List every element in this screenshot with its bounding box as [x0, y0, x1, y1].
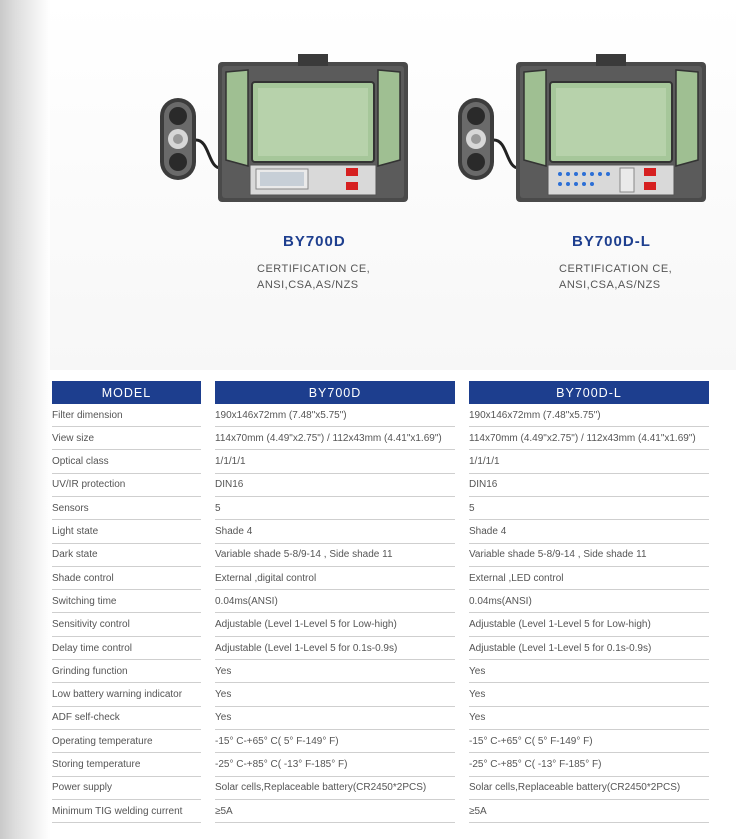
by700d-l-value: Yes — [469, 684, 709, 707]
spec-label: Grinding function — [52, 660, 201, 683]
by700d-value: -15° C-+65° C( 5° F-149° F) — [215, 730, 455, 753]
by700d-filter-image — [150, 40, 420, 215]
by700d-value: DIN16 — [215, 474, 455, 497]
by700d-value: Yes — [215, 660, 455, 683]
by700d-value: Adjustable (Level 1-Level 5 for 0.1s-0.9s) — [215, 637, 455, 660]
spec-label: View size — [52, 427, 201, 450]
spec-label: Power supply — [52, 777, 201, 800]
by700d-value: Yes — [215, 707, 455, 730]
table-header-by700d: BY700D — [215, 381, 455, 404]
spec-label: ADF self-check — [52, 707, 201, 730]
page-spine-shadow — [0, 0, 50, 839]
by700d-l-value: Solar cells,Replaceable battery(CR2450*2PCS) — [469, 777, 709, 800]
product-name-by700d: BY700D — [283, 233, 346, 250]
spec-label: UV/IR protection — [52, 474, 201, 497]
by700d-value: 5 — [215, 497, 455, 520]
by700d-value: -25° C-+85° C( -13° F-185° F) — [215, 754, 455, 777]
by700d-l-value: 1/1/1/1 — [469, 451, 709, 474]
by700d-l-value: Adjustable (Level 1-Level 5 for 0.1s-0.9s) — [469, 637, 709, 660]
cert-line-1: CERTIFICATION CE, — [257, 263, 371, 275]
spec-label: Storing temperature — [52, 754, 201, 777]
by700d-l-value: Adjustable (Level 1-Level 5 for Low-high) — [469, 614, 709, 637]
by700d-l-value: DIN16 — [469, 474, 709, 497]
table-header-by700d-l: BY700D-L — [469, 381, 709, 404]
spec-label: Low battery warning indicator — [52, 684, 201, 707]
by700d-l-value: Variable shade 5-8/9-14 , Side shade 11 — [469, 544, 709, 567]
by700d-value: External ,digital control — [215, 567, 455, 590]
cert-line-2: ANSI,CSA,AS/NZS — [257, 279, 359, 291]
spec-label: Operating temperature — [52, 730, 201, 753]
by700d-l-value: 190x146x72mm (7.48"x5.75") — [469, 404, 709, 427]
spec-label: Optical class — [52, 451, 201, 474]
by700d-value: 114x70mm (4.49"x2.75") / 112x43mm (4.41"x1.69") — [215, 427, 455, 450]
spec-label: Filter dimension — [52, 404, 201, 427]
product-card-by700d — [150, 40, 420, 215]
by700d-value: Shade 4 — [215, 521, 455, 544]
product-cert-by700d — [257, 261, 370, 293]
product-cert-by700d-l — [559, 261, 672, 293]
spec-label: Dark state — [52, 544, 201, 567]
by700d-l-value: -15° C-+65° C( 5° F-149° F) — [469, 730, 709, 753]
by700d-l-value: Yes — [469, 707, 709, 730]
spec-label: Switching time — [52, 590, 201, 613]
by700d-l-value: -25° C-+85° C( -13° F-185° F) — [469, 754, 709, 777]
spec-label: Sensors — [52, 497, 201, 520]
by700d-l-value: Shade 4 — [469, 521, 709, 544]
by700d-value: Solar cells,Replaceable battery(CR2450*2PCS) — [215, 777, 455, 800]
by700d-l-value: 114x70mm (4.49"x2.75") / 112x43mm (4.41"x1.69") — [469, 427, 709, 450]
by700d-value: 1/1/1/1 — [215, 451, 455, 474]
by700d-value: ≥5A — [215, 800, 455, 823]
spec-label: Shade control — [52, 567, 201, 590]
by700d-value: Yes — [215, 684, 455, 707]
by700d-l-filter-image — [448, 40, 718, 215]
by700d-value: 0.04ms(ANSI) — [215, 590, 455, 613]
cert-line-2: ANSI,CSA,AS/NZS — [559, 279, 661, 291]
by700d-l-value: Yes — [469, 660, 709, 683]
by700d-value: 190x146x72mm (7.48"x5.75") — [215, 404, 455, 427]
table-header-model: MODEL — [52, 381, 201, 404]
cert-line-1: CERTIFICATION CE, — [559, 263, 673, 275]
by700d-l-value: 0.04ms(ANSI) — [469, 590, 709, 613]
product-name-by700d-l: BY700D-L — [572, 233, 651, 250]
by700d-l-value: 5 — [469, 497, 709, 520]
product-card-by700d-l — [448, 40, 718, 215]
by700d-l-value: External ,LED control — [469, 567, 709, 590]
spec-label: Sensitivity control — [52, 614, 201, 637]
spec-label: Light state — [52, 521, 201, 544]
spec-label: Minimum TIG welding current — [52, 800, 201, 823]
by700d-value: Variable shade 5-8/9-14 , Side shade 11 — [215, 544, 455, 567]
by700d-l-value: ≥5A — [469, 800, 709, 823]
by700d-value: Adjustable (Level 1-Level 5 for Low-high) — [215, 614, 455, 637]
spec-label: Delay time control — [52, 637, 201, 660]
